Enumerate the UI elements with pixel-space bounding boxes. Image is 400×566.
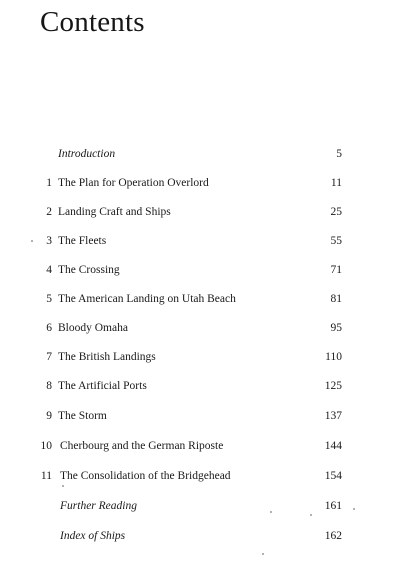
toc-entry-page: 110	[325, 351, 342, 363]
toc-entry-page: 5	[336, 148, 342, 160]
toc-entry-5[interactable]	[0, 289, 400, 309]
toc-entry-page: 125	[324, 380, 342, 392]
toc-entry-number: 2	[46, 206, 52, 218]
toc-entry-page: 161	[324, 500, 342, 512]
toc-entry-number: 8	[46, 380, 52, 392]
toc-entry-number: 7	[46, 351, 52, 363]
toc-entry-page: 154	[324, 470, 342, 482]
toc-entry-1[interactable]	[0, 173, 400, 193]
toc-entry-title: The Plan for Operation Overlord	[58, 177, 209, 189]
toc-entry-title: The Consolidation of the Bridgehead	[60, 470, 231, 482]
toc-entry-page: 137	[324, 410, 342, 422]
page-title: Contents	[40, 6, 145, 38]
toc-entry-page: 162	[324, 530, 342, 542]
scan-speck	[310, 514, 312, 516]
toc-entry-page: 55	[330, 235, 342, 247]
scan-speck	[262, 553, 264, 555]
toc-entry-4[interactable]	[0, 260, 400, 280]
toc-entry-title: Further Reading	[60, 500, 137, 512]
toc-entry-page: 11	[330, 177, 342, 189]
toc-entry-number: 5	[46, 293, 52, 305]
toc-entry-page: 95	[330, 322, 342, 334]
toc-entry-number: 1	[46, 177, 52, 189]
toc-entry-title: The Artificial Ports	[58, 380, 147, 392]
toc-entry-6[interactable]	[0, 318, 400, 338]
scan-speck	[270, 511, 272, 513]
toc-entry-further-reading[interactable]	[0, 496, 400, 516]
toc-entry-index-of-ships[interactable]	[0, 526, 400, 546]
toc-entry-10[interactable]	[0, 436, 400, 456]
toc-entry-3[interactable]	[0, 231, 400, 251]
toc-entry-page: 81	[330, 293, 342, 305]
toc-entry-11[interactable]	[0, 466, 400, 486]
toc-entry-number: 10	[40, 440, 52, 452]
toc-entry-title: The Fleets	[58, 235, 107, 247]
toc-entry-title: Bloody Omaha	[58, 322, 128, 334]
toc-entry-title: Introduction	[58, 148, 116, 160]
toc-entry-title: Landing Craft and Ships	[58, 206, 171, 218]
toc-entry-number: 9	[46, 410, 52, 422]
scan-speck	[353, 508, 355, 510]
toc-entry-title: Cherbourg and the German Riposte	[60, 440, 224, 452]
toc-entry-number: 6	[46, 322, 52, 334]
scan-speck	[31, 240, 33, 242]
scan-speck	[62, 485, 64, 487]
toc-entry-title: The American Landing on Utah Beach	[58, 293, 236, 305]
toc-entry-2[interactable]	[0, 202, 400, 222]
toc-entry-title: The British Landings	[58, 351, 156, 363]
toc-entry-page: 144	[324, 440, 342, 452]
toc-entry-number: 11	[40, 470, 52, 482]
toc-entry-number: 3	[46, 235, 52, 247]
toc-entry-7[interactable]	[0, 347, 400, 367]
toc-entry-9[interactable]	[0, 406, 400, 426]
toc-entry-introduction[interactable]	[0, 144, 400, 164]
toc-entry-title: Index of Ships	[60, 530, 126, 542]
toc-entry-number: 4	[46, 264, 52, 276]
toc-entry-title: The Crossing	[58, 264, 120, 276]
toc-entry-title: The Storm	[58, 410, 107, 422]
toc-entry-page: 71	[330, 264, 342, 276]
toc-entry-page: 25	[330, 206, 342, 218]
toc-entry-8[interactable]	[0, 376, 400, 396]
